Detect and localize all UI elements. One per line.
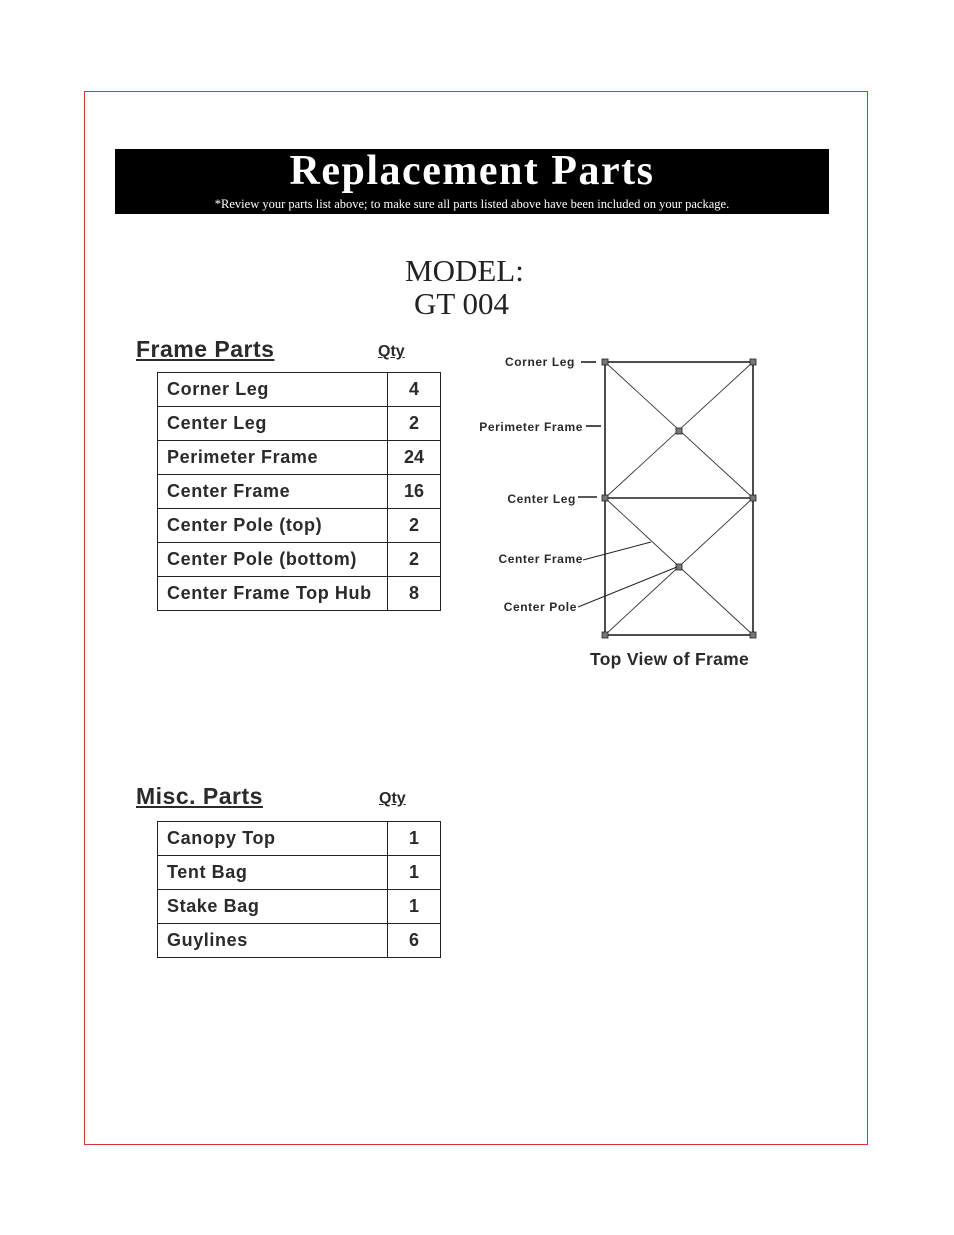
label-center-frame: Center Frame <box>498 552 583 566</box>
corner-leg-node <box>750 359 756 365</box>
part-name: Tent Bag <box>158 856 388 890</box>
part-name: Center Frame <box>158 475 388 509</box>
misc-parts-qty-header: Qty <box>379 790 406 807</box>
part-name: Center Frame Top Hub <box>158 577 388 611</box>
header-note: *Review your parts list above; to make sure all parts listed above have been included on your package. <box>214 197 730 211</box>
part-qty: 2 <box>388 509 441 543</box>
frame-top-view-diagram <box>470 345 770 645</box>
part-qty: 24 <box>388 441 441 475</box>
label-perimeter-frame: Perimeter Frame <box>479 420 583 434</box>
frame-parts-title: Frame Parts <box>136 336 275 362</box>
table-row <box>158 441 441 475</box>
table-row <box>158 890 441 924</box>
frame-parts-qty-header: Qty <box>378 343 405 360</box>
part-qty: 1 <box>388 822 441 856</box>
table-row <box>158 856 441 890</box>
corner-leg-node <box>750 632 756 638</box>
table-row <box>158 407 441 441</box>
table-row <box>158 543 441 577</box>
misc-parts-table <box>157 821 441 958</box>
label-center-pole: Center Pole <box>503 600 577 614</box>
center-leg-node <box>602 495 608 501</box>
part-name: Center Pole (bottom) <box>158 543 388 577</box>
center-hub-node <box>676 428 682 434</box>
part-name: Corner Leg <box>158 373 388 407</box>
table-row <box>158 577 441 611</box>
part-name: Canopy Top <box>158 822 388 856</box>
corner-leg-node <box>602 632 608 638</box>
table-row <box>158 924 441 958</box>
model-block <box>405 254 524 320</box>
page-title: Replacement Parts <box>289 148 655 194</box>
part-qty: 4 <box>388 373 441 407</box>
part-qty: 1 <box>388 890 441 924</box>
leader-line <box>583 542 651 560</box>
table-row <box>158 509 441 543</box>
center-leg-node <box>750 495 756 501</box>
part-qty: 6 <box>388 924 441 958</box>
table-row <box>158 475 441 509</box>
header-banner <box>115 149 829 214</box>
part-name: Perimeter Frame <box>158 441 388 475</box>
misc-parts-title: Misc. Parts <box>136 783 263 809</box>
part-name: Center Pole (top) <box>158 509 388 543</box>
model-number: GT 004 <box>414 286 510 321</box>
leader-line <box>578 567 677 607</box>
part-qty: 1 <box>388 856 441 890</box>
part-qty: 2 <box>388 407 441 441</box>
corner-leg-node <box>602 359 608 365</box>
part-qty: 16 <box>388 475 441 509</box>
part-name: Center Leg <box>158 407 388 441</box>
model-label: MODEL: <box>405 253 524 288</box>
part-qty: 8 <box>388 577 441 611</box>
frame-parts-table <box>157 372 441 611</box>
label-corner-leg: Corner Leg <box>504 355 575 369</box>
diagram-caption: Top View of Frame <box>590 649 750 669</box>
part-qty: 2 <box>388 543 441 577</box>
label-center-leg: Center Leg <box>507 492 576 506</box>
table-row <box>158 373 441 407</box>
part-name: Stake Bag <box>158 890 388 924</box>
table-row <box>158 822 441 856</box>
part-name: Guylines <box>158 924 388 958</box>
